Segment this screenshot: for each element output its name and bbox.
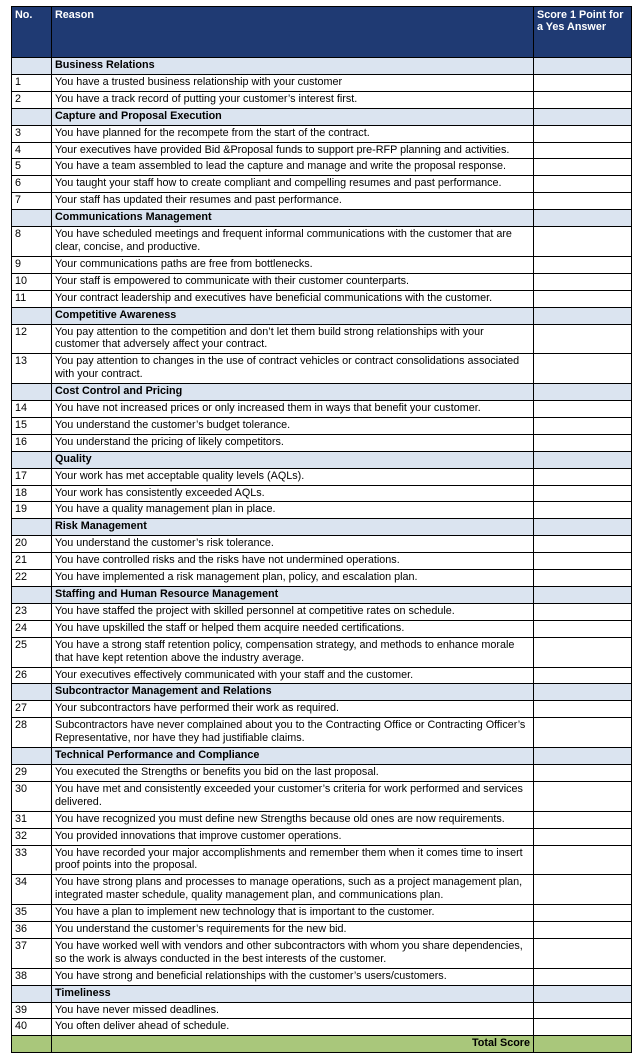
item-number: 37: [12, 938, 52, 968]
checklist-row: [12, 354, 632, 384]
total-score-label: Total Score: [52, 1036, 534, 1053]
checklist-row: [12, 1019, 632, 1036]
item-number: 40: [12, 1019, 52, 1036]
item-reason: You have strong plans and processes to manage operations, such as a project management plan, integrated master schedule, quality management plan, and communications plan.: [52, 875, 534, 905]
section-row: [12, 985, 632, 1002]
checklist-row: [12, 828, 632, 845]
section-title: Communications Management: [52, 210, 534, 227]
section-spacer: [12, 985, 52, 1002]
item-number: 10: [12, 273, 52, 290]
item-score-cell[interactable]: [534, 553, 632, 570]
section-score-spacer: [534, 307, 632, 324]
section-row: [12, 108, 632, 125]
item-number: 23: [12, 603, 52, 620]
item-reason: You understand the customer’s requirements for the new bid.: [52, 922, 534, 939]
checklist-row: [12, 536, 632, 553]
section-score-spacer: [534, 684, 632, 701]
item-number: 22: [12, 570, 52, 587]
section-spacer: [12, 384, 52, 401]
section-title: Technical Performance and Compliance: [52, 748, 534, 765]
item-score-cell[interactable]: [534, 845, 632, 875]
header-row: [12, 7, 632, 58]
section-row: [12, 684, 632, 701]
item-number: 32: [12, 828, 52, 845]
checklist-row: [12, 256, 632, 273]
checklist-row: [12, 468, 632, 485]
item-score-cell[interactable]: [534, 324, 632, 354]
item-reason: You understand the customer’s risk tolerance.: [52, 536, 534, 553]
checklist-row: [12, 905, 632, 922]
item-number: 24: [12, 620, 52, 637]
item-reason: You pay attention to the competition and don’t let them build strong relationships with your customer that adversely affect your contract.: [52, 324, 534, 354]
item-reason: You often deliver ahead of schedule.: [52, 1019, 534, 1036]
item-score-cell[interactable]: [534, 764, 632, 781]
section-title: Timeliness: [52, 985, 534, 1002]
section-score-spacer: [534, 748, 632, 765]
item-number: 29: [12, 764, 52, 781]
section-score-spacer: [534, 58, 632, 75]
recompete-checklist: [11, 6, 631, 1053]
checklist-row: [12, 485, 632, 502]
checklist-row: [12, 74, 632, 91]
item-score-cell[interactable]: [534, 485, 632, 502]
checklist-row: [12, 502, 632, 519]
item-score-cell[interactable]: [534, 637, 632, 667]
section-row: [12, 587, 632, 604]
item-score-cell[interactable]: [534, 1002, 632, 1019]
item-reason: You have a quality management plan in place.: [52, 502, 534, 519]
section-row: [12, 307, 632, 324]
section-spacer: [12, 587, 52, 604]
item-score-cell[interactable]: [534, 811, 632, 828]
item-number: 12: [12, 324, 52, 354]
section-title: Subcontractor Management and Relations: [52, 684, 534, 701]
item-score-cell[interactable]: [534, 354, 632, 384]
item-number: 8: [12, 227, 52, 257]
item-score-cell[interactable]: [534, 401, 632, 418]
checklist-body: [12, 58, 632, 1036]
item-reason: You have never missed deadlines.: [52, 1002, 534, 1019]
item-reason: Your staff is empowered to communicate with their customer counterparts.: [52, 273, 534, 290]
checklist-row: [12, 125, 632, 142]
item-number: 19: [12, 502, 52, 519]
section-row: [12, 748, 632, 765]
item-score-cell[interactable]: [534, 273, 632, 290]
item-reason: You have met and consistently exceeded your customer’s criteria for work performed and services delivered.: [52, 781, 534, 811]
section-spacer: [12, 58, 52, 75]
item-score-cell[interactable]: [534, 417, 632, 434]
item-score-cell[interactable]: [534, 193, 632, 210]
item-score-cell[interactable]: [534, 570, 632, 587]
checklist-row: [12, 417, 632, 434]
item-number: 27: [12, 701, 52, 718]
section-score-spacer: [534, 451, 632, 468]
section-title: Risk Management: [52, 519, 534, 536]
checklist-row: [12, 1002, 632, 1019]
header-reason: Reason: [52, 7, 534, 58]
checklist-row: [12, 401, 632, 418]
item-reason: Your work has met acceptable quality levels (AQLs).: [52, 468, 534, 485]
item-number: 35: [12, 905, 52, 922]
item-score-cell[interactable]: [534, 142, 632, 159]
item-number: 9: [12, 256, 52, 273]
section-spacer: [12, 210, 52, 227]
item-reason: You understand the pricing of likely competitors.: [52, 434, 534, 451]
item-reason: You have upskilled the staff or helped them acquire needed certifications.: [52, 620, 534, 637]
item-reason: Your communications paths are free from bottlenecks.: [52, 256, 534, 273]
checklist-row: [12, 667, 632, 684]
item-reason: You understand the customer’s budget tolerance.: [52, 417, 534, 434]
item-reason: You have a team assembled to lead the capture and manage and write the proposal response.: [52, 159, 534, 176]
item-reason: You pay attention to changes in the use of contract vehicles or contract consolidations associated with your contract.: [52, 354, 534, 384]
section-title: Business Relations: [52, 58, 534, 75]
checklist-row: [12, 845, 632, 875]
checklist-row: [12, 324, 632, 354]
item-score-cell[interactable]: [534, 828, 632, 845]
item-score-cell[interactable]: [534, 159, 632, 176]
checklist-row: [12, 968, 632, 985]
item-number: 17: [12, 468, 52, 485]
item-reason: You taught your staff how to create compliant and compelling resumes and past performance.: [52, 176, 534, 193]
item-score-cell[interactable]: [534, 536, 632, 553]
section-row: [12, 451, 632, 468]
section-row: [12, 58, 632, 75]
section-spacer: [12, 307, 52, 324]
section-row: [12, 519, 632, 536]
item-score-cell[interactable]: [534, 125, 632, 142]
checklist-row: [12, 176, 632, 193]
checklist-row: [12, 637, 632, 667]
item-reason: You have worked well with vendors and other subcontractors with whom you share dependencies, so the work is always conducted in the best interests of the customer.: [52, 938, 534, 968]
section-spacer: [12, 748, 52, 765]
item-number: 36: [12, 922, 52, 939]
item-reason: You have staffed the project with skilled personnel at competitive rates on schedule.: [52, 603, 534, 620]
checklist-row: [12, 193, 632, 210]
section-row: [12, 210, 632, 227]
total-row: [12, 1036, 632, 1053]
item-number: 39: [12, 1002, 52, 1019]
item-reason: You have recorded your major accomplishments and remember them when it comes time to insert proof points into the proposal.: [52, 845, 534, 875]
checklist-row: [12, 922, 632, 939]
item-number: 2: [12, 91, 52, 108]
item-reason: You have a trusted business relationship with your customer: [52, 74, 534, 91]
checklist-row: [12, 91, 632, 108]
item-score-cell[interactable]: [534, 781, 632, 811]
item-score-cell[interactable]: [534, 905, 632, 922]
item-number: 16: [12, 434, 52, 451]
checklist-row: [12, 570, 632, 587]
item-number: 20: [12, 536, 52, 553]
item-number: 7: [12, 193, 52, 210]
checklist-row: [12, 159, 632, 176]
checklist-row: [12, 718, 632, 748]
item-number: 3: [12, 125, 52, 142]
checklist-row: [12, 434, 632, 451]
item-number: 18: [12, 485, 52, 502]
item-score-cell[interactable]: [534, 176, 632, 193]
item-score-cell[interactable]: [534, 290, 632, 307]
item-reason: You have controlled risks and the risks have not undermined operations.: [52, 553, 534, 570]
item-number: 1: [12, 74, 52, 91]
section-spacer: [12, 108, 52, 125]
item-reason: Your work has consistently exceeded AQLs.: [52, 485, 534, 502]
header-no: No.: [12, 7, 52, 58]
item-number: 5: [12, 159, 52, 176]
item-number: 31: [12, 811, 52, 828]
checklist-row: [12, 142, 632, 159]
item-reason: You have not increased prices or only increased them in ways that benefit your customer.: [52, 401, 534, 418]
item-score-cell[interactable]: [534, 91, 632, 108]
item-number: 26: [12, 667, 52, 684]
section-title: Quality: [52, 451, 534, 468]
checklist-row: [12, 620, 632, 637]
section-score-spacer: [534, 519, 632, 536]
checklist-row: [12, 701, 632, 718]
checklist-row: [12, 938, 632, 968]
checklist-row: [12, 603, 632, 620]
item-score-cell[interactable]: [534, 256, 632, 273]
section-score-spacer: [534, 587, 632, 604]
item-score-cell[interactable]: [534, 434, 632, 451]
item-reason: You have a track record of putting your customer’s interest first.: [52, 91, 534, 108]
item-reason: You have recognized you must define new Strengths because old ones are now requirements.: [52, 811, 534, 828]
section-score-spacer: [534, 985, 632, 1002]
item-number: 28: [12, 718, 52, 748]
item-number: 34: [12, 875, 52, 905]
section-title: Capture and Proposal Execution: [52, 108, 534, 125]
section-title: Cost Control and Pricing: [52, 384, 534, 401]
item-reason: You have implemented a risk management plan, policy, and escalation plan.: [52, 570, 534, 587]
item-reason: Your subcontractors have performed their work as required.: [52, 701, 534, 718]
item-number: 33: [12, 845, 52, 875]
item-number: 15: [12, 417, 52, 434]
item-reason: Your contract leadership and executives have beneficial communications with the customer.: [52, 290, 534, 307]
item-reason: Subcontractors have never complained about you to the Contracting Office or Contracting Officer’s Representative, nor have they had justifiable claims.: [52, 718, 534, 748]
item-number: 25: [12, 637, 52, 667]
item-reason: Your executives effectively communicated with your staff and the customer.: [52, 667, 534, 684]
item-score-cell[interactable]: [534, 701, 632, 718]
item-reason: You have strong and beneficial relationships with the customer’s users/customers.: [52, 968, 534, 985]
item-score-cell[interactable]: [534, 227, 632, 257]
item-number: 30: [12, 781, 52, 811]
item-score-cell[interactable]: [534, 468, 632, 485]
item-reason: You executed the Strengths or benefits you bid on the last proposal.: [52, 764, 534, 781]
section-title: Staffing and Human Resource Management: [52, 587, 534, 604]
checklist-row: [12, 227, 632, 257]
checklist-row: [12, 553, 632, 570]
item-score-cell[interactable]: [534, 603, 632, 620]
item-score-cell[interactable]: [534, 667, 632, 684]
checklist-row: [12, 764, 632, 781]
item-score-cell[interactable]: [534, 1019, 632, 1036]
item-number: 6: [12, 176, 52, 193]
total-spacer: [12, 1036, 52, 1053]
item-reason: You have a strong staff retention policy, compensation strategy, and methods to enhance morale that have kept retention above the industry average.: [52, 637, 534, 667]
item-reason: You provided innovations that improve customer operations.: [52, 828, 534, 845]
section-row: [12, 384, 632, 401]
checklist-row: [12, 290, 632, 307]
item-score-cell[interactable]: [534, 938, 632, 968]
item-reason: Your staff has updated their resumes and past performance.: [52, 193, 534, 210]
item-score-cell[interactable]: [534, 502, 632, 519]
item-number: 14: [12, 401, 52, 418]
item-number: 4: [12, 142, 52, 159]
section-spacer: [12, 519, 52, 536]
checklist-row: [12, 875, 632, 905]
checklist-row: [12, 811, 632, 828]
section-title: Competitive Awareness: [52, 307, 534, 324]
item-score-cell[interactable]: [534, 968, 632, 985]
section-score-spacer: [534, 108, 632, 125]
item-number: 21: [12, 553, 52, 570]
section-spacer: [12, 451, 52, 468]
checklist-row: [12, 781, 632, 811]
section-score-spacer: [534, 210, 632, 227]
section-spacer: [12, 684, 52, 701]
item-reason: Your executives have provided Bid &Proposal funds to support pre-RFP planning and activities.: [52, 142, 534, 159]
item-reason: You have planned for the recompete from the start of the contract.: [52, 125, 534, 142]
item-reason: You have scheduled meetings and frequent informal communications with the customer that are clear, concise, and productive.: [52, 227, 534, 257]
item-score-cell[interactable]: [534, 718, 632, 748]
item-number: 13: [12, 354, 52, 384]
total-score-cell[interactable]: [534, 1036, 632, 1053]
item-score-cell[interactable]: [534, 875, 632, 905]
item-score-cell[interactable]: [534, 74, 632, 91]
item-number: 11: [12, 290, 52, 307]
item-number: 38: [12, 968, 52, 985]
item-score-cell[interactable]: [534, 620, 632, 637]
header-score: Score 1 Point for a Yes Answer: [534, 7, 632, 58]
checklist-row: [12, 273, 632, 290]
item-reason: You have a plan to implement new technology that is important to the customer.: [52, 905, 534, 922]
section-score-spacer: [534, 384, 632, 401]
checklist-table: [11, 6, 632, 1053]
item-score-cell[interactable]: [534, 922, 632, 939]
